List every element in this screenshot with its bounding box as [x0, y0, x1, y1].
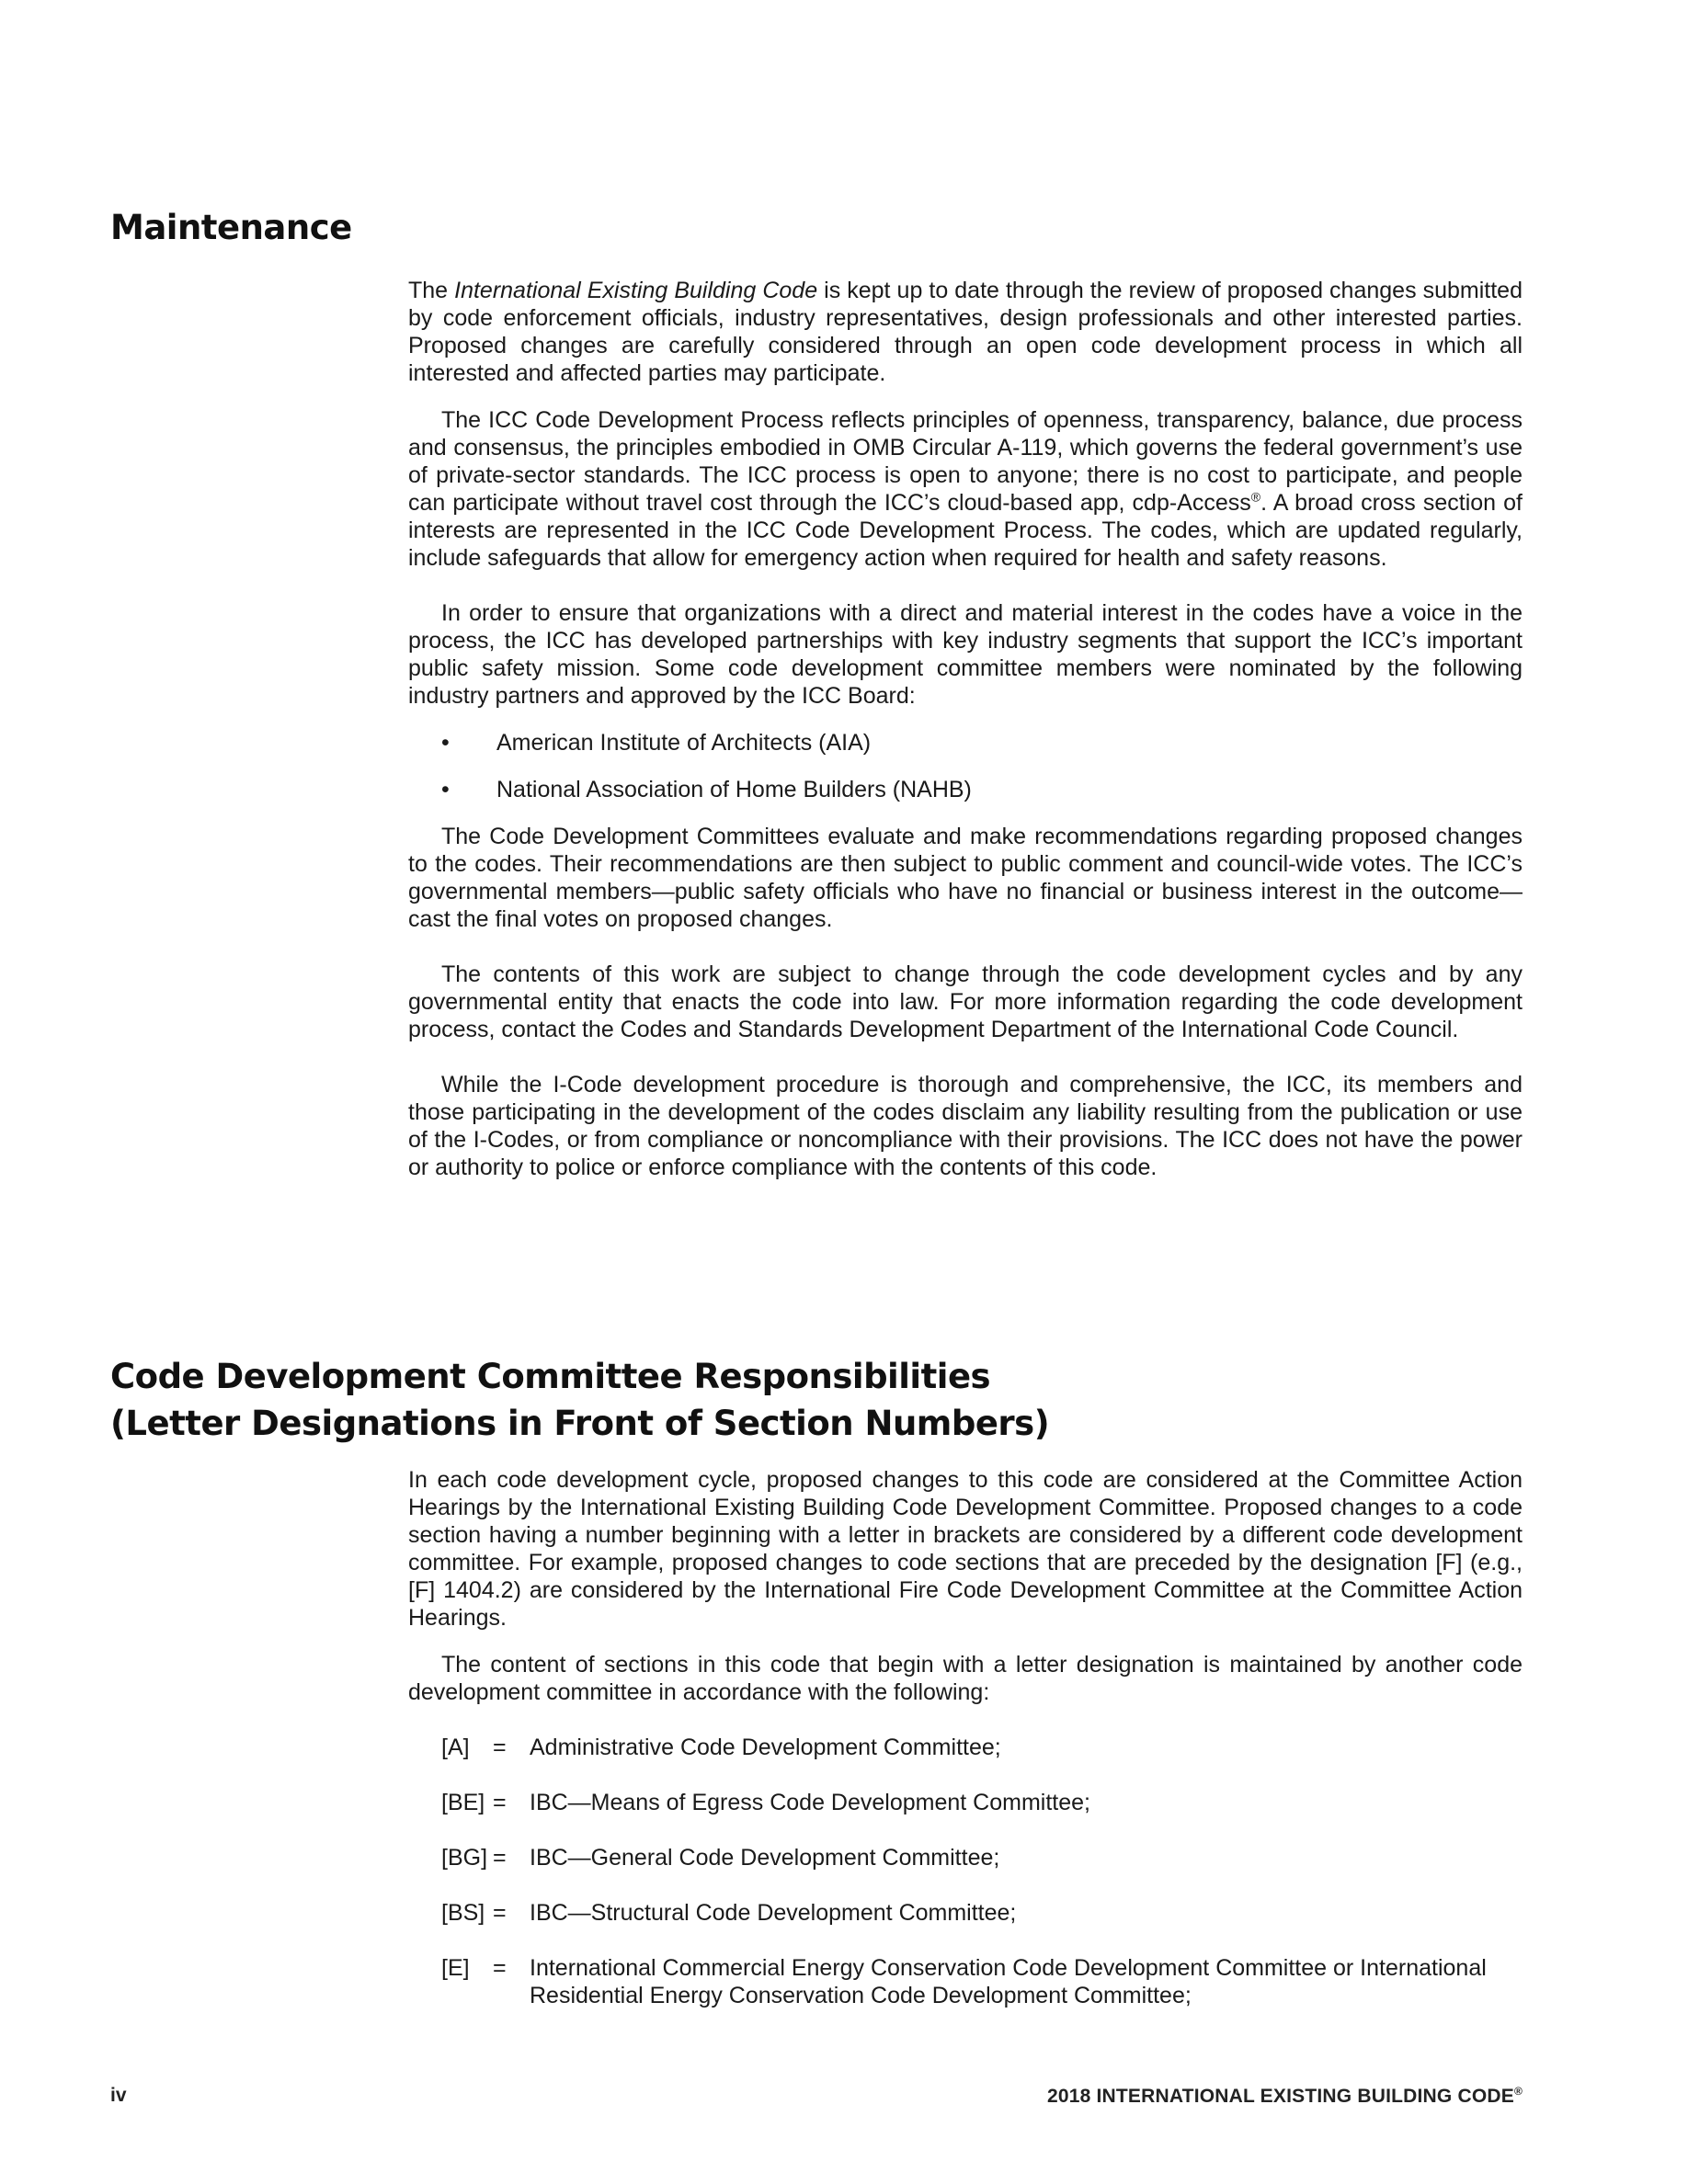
paragraph: The content of sections in this code that begin with a letter designation is maintained by another code development committee in accordance with the following: [408, 1652, 1523, 1705]
bullet-icon: • [441, 777, 450, 802]
list-item [408, 729, 1523, 756]
designation-code: [BE] [441, 1790, 485, 1815]
registered-mark: ® [1250, 489, 1261, 505]
paragraph: In order to ensure that organizations with a direct and material interest in the codes have a voice in the process, the ICC has developed partnerships with key industry segments that support the ICC’s important public safety mission. Some code development committee members were nominated by the following industry partners and approved by the ICC Board: [408, 600, 1523, 709]
equals-sign: = [493, 1735, 507, 1760]
designation-code: [BS] [441, 1900, 485, 1926]
committee-body [408, 1466, 1523, 2009]
designation-code: [A] [441, 1735, 470, 1760]
designation-row [441, 1761, 1523, 1816]
designation-row [441, 1734, 1523, 1761]
equals-sign: = [493, 1845, 507, 1871]
designation-text: Administrative Code Development Committee; [530, 1735, 1001, 1760]
heading-line: Code Development Committee Responsibilities [110, 1357, 991, 1396]
list-item [408, 776, 1523, 803]
designation-code: [BG] [441, 1845, 488, 1871]
running-footer-title [1047, 2085, 1523, 2108]
designation-row [441, 1871, 1523, 1927]
registered-mark: ® [1513, 2085, 1523, 2098]
designation-text: IBC—Structural Code Development Committee; [530, 1900, 1017, 1926]
equals-sign: = [493, 1900, 507, 1926]
paragraph: While the I-Code development procedure is thorough and comprehensive, the ICC, its members and those participating in the development of the codes disclaim any liability resulting from the publication or use of the I-Codes, or from compliance or noncompliance with their provisions. The ICC does not have the power or authority to police or enforce compliance with the contents of this code. [408, 1072, 1523, 1180]
paragraph [408, 406, 1523, 572]
designation-text: IBC—Means of Egress Code Development Committee; [530, 1790, 1090, 1815]
equals-sign: = [493, 1955, 507, 1981]
paragraph: The contents of this work are subject to change through the code development cycles and by any governmental entity that enacts the code into law. For more information regarding the code development process, contact the Codes and Standards Development Department of the International Code Council. [408, 961, 1523, 1042]
designation-row [441, 1816, 1523, 1871]
text-run: The [408, 278, 455, 303]
designation-row [441, 1927, 1523, 2009]
paragraph: The Code Development Committees evaluate and make recommendations regarding proposed changes to the codes. Their recommendations are then subject to public comment and council-wide votes. The ICC’s governmental members—public safety officials who have no financial or business interest in the outcome—cast the final votes on proposed changes. [408, 824, 1523, 932]
designation-text: IBC—General Code Development Committee; [530, 1845, 1000, 1871]
text-run: The ICC Code Development Process reflects principles of openness, transparency, balance, due process and consensus, the principles embodied in OMB Circular A-119, which governs the federal government’s use of private-sector standards. The ICC process is open to anyone; there is no cost to participate, and people can participate without travel cost through the ICC’s cloud-based app, cdp-Access [408, 407, 1523, 516]
bullet-icon: • [441, 730, 450, 756]
equals-sign: = [493, 1790, 507, 1815]
designation-text: International Commercial Energy Conservation Code Development Committee or International Residential Energy Conservation Code Development Committee; [530, 1955, 1487, 2008]
industry-partner-list [408, 729, 1523, 803]
section-heading-committee [110, 1353, 1049, 1447]
designation-code: [E] [441, 1955, 470, 1981]
footer-title-text: 2018 INTERNATIONAL EXISTING BUILDING CODE [1046, 2086, 1514, 2107]
list-item-text: American Institute of Architects (AIA) [496, 730, 872, 756]
section-heading-maintenance: Maintenance [110, 208, 352, 247]
paragraph: In each code development cycle, proposed changes to this code are considered at the Committee Action Hearings by the International Existing Building Code Development Committee. Proposed changes to a code section having a number beginning with a letter in brackets are considered by a different code development committee. For example, proposed changes to code sections that are preceded by the designation [F] (e.g., [F] 1404.2) are considered by the International Fire Code Development Committee at the Committee Action Hearings. [408, 1467, 1523, 1631]
heading-line: (Letter Designations in Front of Section Numbers) [110, 1404, 1050, 1443]
text-run: . A broad cross section of interests are represented in the ICC Code Development Process. The codes, which are updated regularly, include safeguards that allow for emergency action when required for health and safety reasons. [408, 490, 1523, 571]
page-number: iv [110, 2085, 127, 2106]
designation-table [441, 1734, 1523, 2009]
paragraph [408, 277, 1523, 387]
italic-code-title: International Existing Building Code [454, 278, 818, 303]
maintenance-body [408, 277, 1523, 1181]
list-item-text: National Association of Home Builders (NAHB) [496, 777, 972, 802]
text-run: is kept up to date through the review of proposed changes submitted by code enforcement officials, industry representatives, design professionals and other interested parties. Proposed changes are carefully considered through an open code development process in which all interested and affected parties may participate. [408, 278, 1523, 386]
